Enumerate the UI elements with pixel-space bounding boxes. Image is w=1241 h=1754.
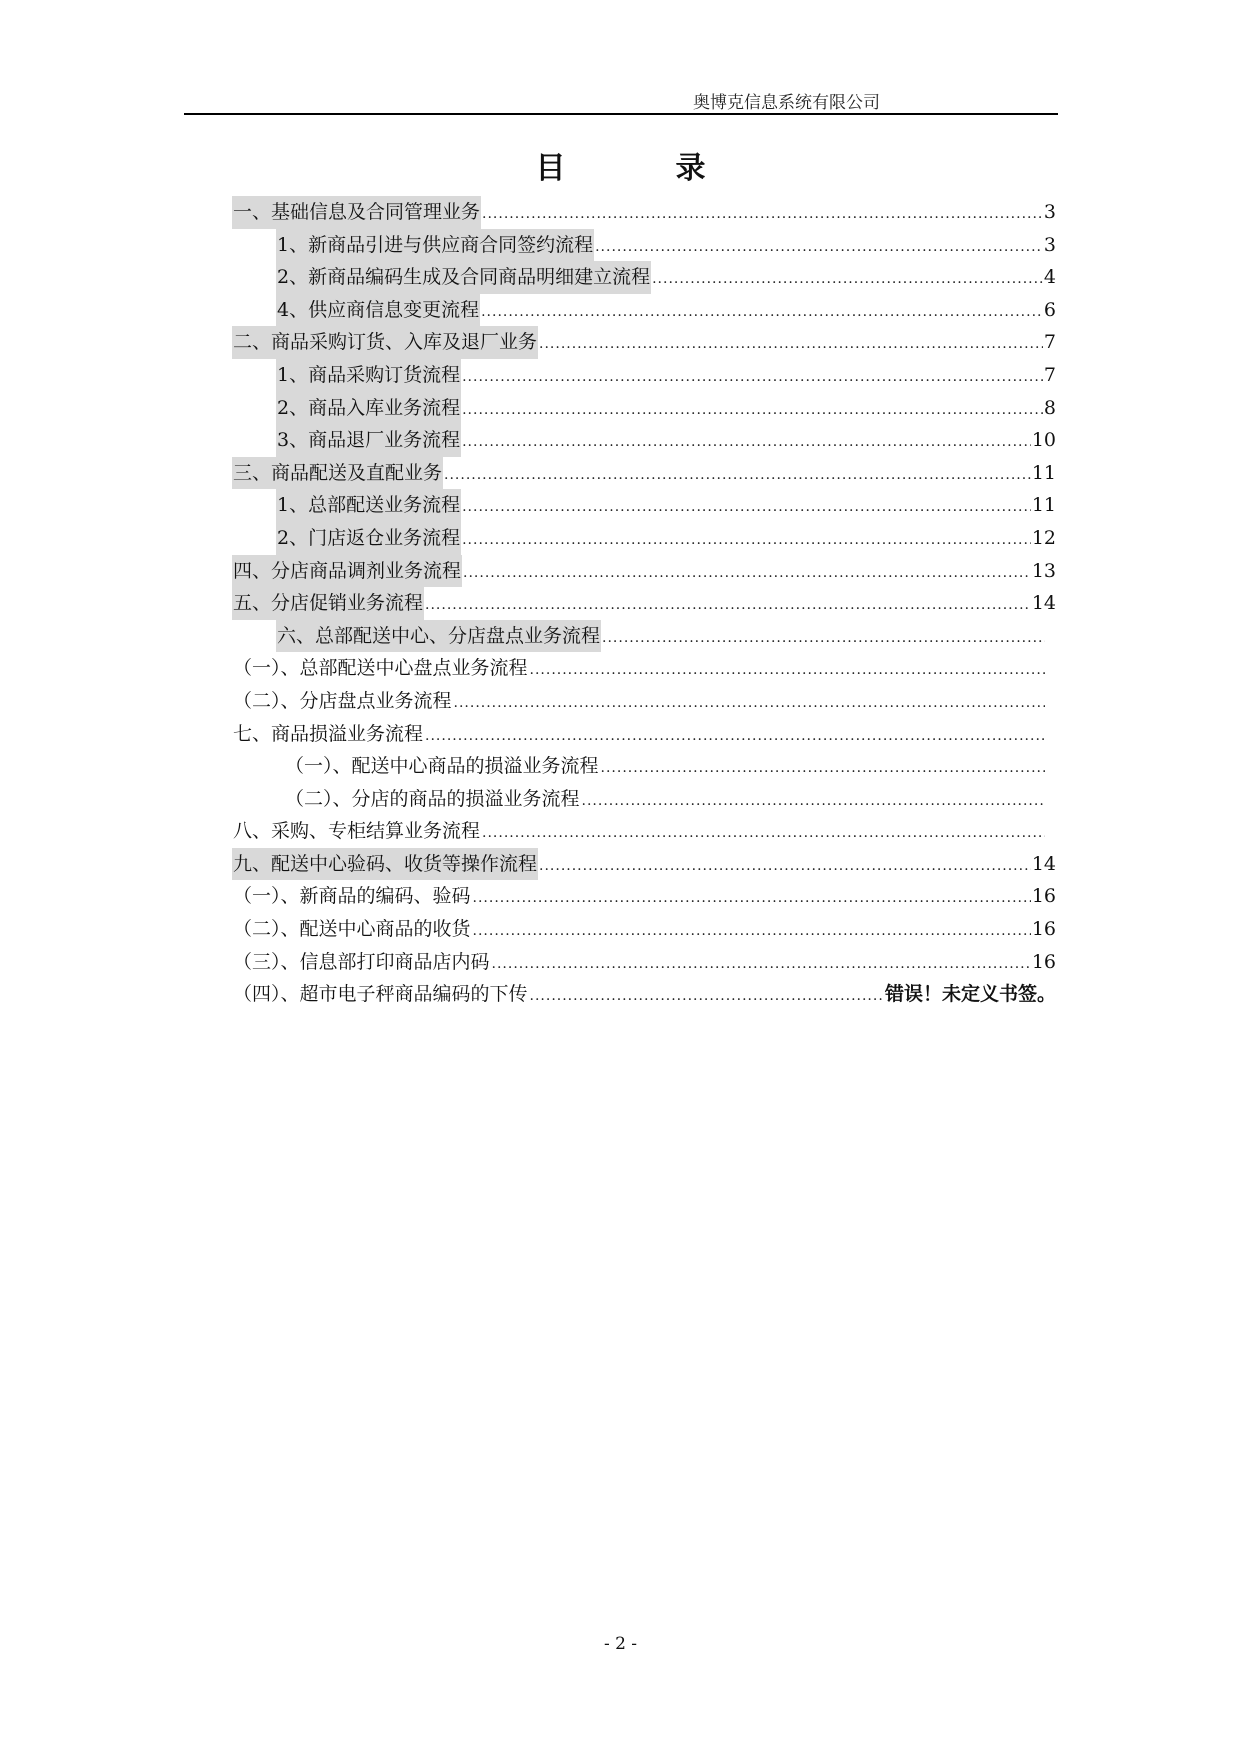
toc-dot-leader bbox=[425, 720, 1045, 753]
toc-entry[interactable] bbox=[232, 652, 1056, 685]
toc-entry-label[interactable]: （一）、总部配送中心盘点业务流程 bbox=[233, 657, 528, 680]
toc-title-left: 目 bbox=[535, 151, 566, 186]
toc-entry-label[interactable]: 七、商品损溢业务流程 bbox=[233, 722, 424, 745]
toc-entry-label[interactable]: （四）、超市电子秤商品编码的下传 bbox=[233, 983, 528, 1006]
toc-dot-leader bbox=[539, 850, 1031, 883]
toc-entry-page: 14 bbox=[1031, 592, 1056, 615]
toc-dot-leader bbox=[454, 687, 1045, 720]
toc-entry[interactable] bbox=[232, 229, 1056, 262]
toc-entry-page: 7 bbox=[1043, 363, 1056, 386]
toc-entry-page: 7 bbox=[1043, 331, 1056, 354]
toc-entry[interactable] bbox=[232, 620, 1056, 653]
toc-entry-error-text: 错误！未定义书签。 bbox=[884, 983, 1056, 1006]
toc-entry-label[interactable]: （一）、配送中心商品的损溢业务流程 bbox=[285, 755, 599, 778]
toc-entry-label[interactable]: 1、新商品引进与供应商合同签约流程 bbox=[276, 229, 594, 262]
toc-entry-label[interactable]: 2、门店返仓业务流程 bbox=[276, 522, 461, 555]
toc-dot-leader bbox=[462, 394, 1043, 427]
toc-entry-page: 11 bbox=[1031, 494, 1056, 517]
toc-entry[interactable] bbox=[232, 880, 1056, 913]
header-company-name: 奥博克信息系统有限公司 bbox=[693, 93, 880, 113]
toc-entry-label[interactable]: 一、基础信息及合同管理业务 bbox=[232, 196, 481, 229]
toc-entry[interactable] bbox=[232, 685, 1056, 718]
toc-entry-label[interactable]: （二）、分店的商品的损溢业务流程 bbox=[285, 787, 580, 810]
toc-entry[interactable] bbox=[232, 750, 1056, 783]
table-of-contents bbox=[232, 196, 1056, 1011]
toc-entry-label[interactable]: （一）、新商品的编码、验码 bbox=[233, 885, 471, 908]
toc-entry[interactable] bbox=[232, 294, 1056, 327]
toc-entry[interactable] bbox=[232, 783, 1056, 816]
toc-entry-label[interactable]: 1、商品采购订货流程 bbox=[276, 359, 461, 392]
toc-entry[interactable] bbox=[232, 489, 1056, 522]
toc-entry-page: 12 bbox=[1031, 526, 1056, 549]
toc-entry[interactable] bbox=[232, 196, 1056, 229]
toc-entry-page: 14 bbox=[1031, 852, 1056, 875]
toc-entry-label[interactable]: 九、配送中心验码、收货等操作流程 bbox=[232, 848, 538, 881]
toc-entry-label[interactable]: 八、采购、专柜结算业务流程 bbox=[233, 820, 481, 843]
toc-entry-label[interactable]: 2、新商品编码生成及合同商品明细建立流程 bbox=[276, 261, 651, 294]
toc-entry-label[interactable]: 五、分店促销业务流程 bbox=[232, 587, 424, 620]
toc-dot-leader bbox=[539, 328, 1043, 361]
toc-entry[interactable] bbox=[232, 978, 1056, 1011]
toc-dot-leader bbox=[425, 589, 1031, 622]
toc-entry-page: 4 bbox=[1043, 266, 1056, 289]
toc-entry-label[interactable]: 4、供应商信息变更流程 bbox=[276, 294, 480, 327]
toc-entry-label[interactable]: 3、商品退厂业务流程 bbox=[276, 424, 461, 457]
toc-entry-label[interactable]: 三、商品配送及直配业务 bbox=[232, 457, 443, 490]
toc-dot-leader bbox=[462, 524, 1031, 557]
toc-entry[interactable] bbox=[232, 913, 1056, 946]
toc-entry-page: 11 bbox=[1031, 461, 1056, 484]
toc-entry-page: 10 bbox=[1031, 429, 1056, 452]
toc-dot-leader bbox=[582, 785, 1045, 818]
toc-dot-leader bbox=[473, 882, 1031, 915]
toc-dot-leader bbox=[473, 915, 1031, 948]
toc-dot-leader bbox=[652, 263, 1043, 296]
toc-entry[interactable] bbox=[232, 815, 1056, 848]
toc-entry[interactable] bbox=[232, 457, 1056, 490]
toc-entry-page: 13 bbox=[1031, 559, 1056, 582]
toc-dot-leader bbox=[462, 491, 1031, 524]
toc-entry[interactable] bbox=[232, 261, 1056, 294]
toc-entry-label[interactable]: 二、商品采购订货、入库及退厂业务 bbox=[232, 326, 538, 359]
toc-entry-label[interactable]: 六、总部配送中心、分店盘点业务流程 bbox=[276, 620, 601, 653]
toc-dot-leader bbox=[530, 980, 884, 1013]
toc-entry[interactable] bbox=[232, 848, 1056, 881]
toc-dot-leader bbox=[482, 817, 1045, 850]
toc-entry[interactable] bbox=[232, 326, 1056, 359]
toc-entry-page: 16 bbox=[1031, 950, 1056, 973]
toc-dot-leader bbox=[530, 654, 1045, 687]
toc-dot-leader bbox=[482, 198, 1043, 231]
toc-entry[interactable] bbox=[232, 555, 1056, 588]
toc-entry-label[interactable]: （二）、分店盘点业务流程 bbox=[233, 689, 452, 712]
toc-entry-label[interactable]: 2、商品入库业务流程 bbox=[276, 392, 461, 425]
toc-dot-leader bbox=[602, 622, 1045, 655]
toc-entry[interactable] bbox=[232, 522, 1056, 555]
toc-dot-leader bbox=[444, 459, 1031, 492]
toc-entry[interactable] bbox=[232, 587, 1056, 620]
toc-entry-page: 16 bbox=[1031, 885, 1056, 908]
toc-entry-page: 16 bbox=[1031, 918, 1056, 941]
toc-entry-page: 3 bbox=[1043, 233, 1056, 256]
toc-dot-leader bbox=[595, 231, 1043, 264]
toc-entry[interactable] bbox=[232, 946, 1056, 979]
toc-dot-leader bbox=[492, 948, 1031, 981]
toc-entry-label[interactable]: （二）、配送中心商品的收货 bbox=[233, 918, 471, 941]
toc-entry-label[interactable]: 四、分店商品调剂业务流程 bbox=[232, 555, 462, 588]
toc-dot-leader bbox=[481, 296, 1043, 329]
header-rule bbox=[184, 113, 1058, 115]
toc-dot-leader bbox=[462, 426, 1031, 459]
toc-dot-leader bbox=[601, 752, 1045, 785]
toc-entry[interactable] bbox=[232, 424, 1056, 457]
toc-entry[interactable] bbox=[232, 359, 1056, 392]
toc-entry-page: 6 bbox=[1043, 298, 1056, 321]
toc-dot-leader bbox=[462, 361, 1043, 394]
toc-entry-page: 3 bbox=[1043, 201, 1056, 223]
toc-title bbox=[0, 143, 1241, 187]
toc-title-right: 录 bbox=[675, 151, 706, 186]
page-number: - 2 - bbox=[603, 1634, 638, 1654]
toc-dot-leader bbox=[463, 557, 1031, 590]
toc-entry[interactable] bbox=[232, 392, 1056, 425]
toc-entry-label[interactable]: （三）、信息部打印商品店内码 bbox=[233, 950, 490, 973]
toc-entry-label[interactable]: 1、总部配送业务流程 bbox=[276, 489, 461, 522]
toc-entry-page: 8 bbox=[1043, 396, 1056, 419]
toc-entry[interactable] bbox=[232, 718, 1056, 751]
